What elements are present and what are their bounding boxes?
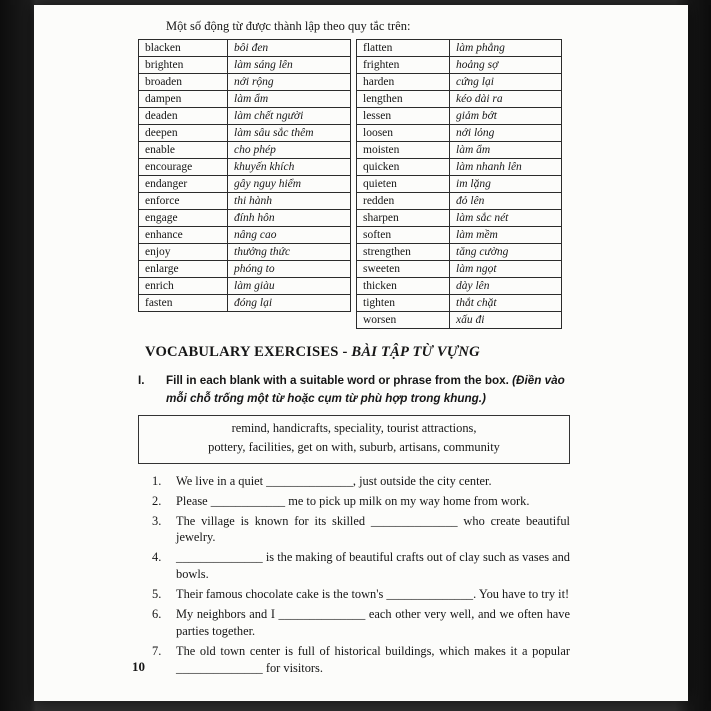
verb-cell: enforce (139, 193, 228, 210)
verb-cell: endanger (139, 176, 228, 193)
verb-cell: thicken (357, 278, 450, 295)
exercise-item-text: We live in a quiet ______________, just outside the city center. (176, 473, 492, 488)
verb-row (357, 40, 562, 57)
verb-row (139, 295, 351, 312)
verb-row (357, 91, 562, 108)
verb-cell: deaden (139, 108, 228, 125)
meaning-cell: thắt chặt (450, 295, 562, 312)
verb-row (139, 261, 351, 278)
verb-row (139, 159, 351, 176)
verb-row (139, 74, 351, 91)
verb-cell: lengthen (357, 91, 450, 108)
verb-table-right-body (357, 40, 562, 329)
meaning-cell: đóng lại (228, 295, 351, 312)
meaning-cell: làm sâu sắc thêm (228, 125, 351, 142)
exercise-item (138, 643, 570, 676)
exercise-instruction (138, 372, 570, 407)
exercise-list (138, 473, 570, 677)
verb-cell: engage (139, 210, 228, 227)
meaning-cell: tăng cường (450, 244, 562, 261)
meaning-cell: làm ẩm (228, 91, 351, 108)
exercise-item-number: 2. (152, 493, 162, 508)
meaning-cell: dày lên (450, 278, 562, 295)
meaning-cell: xấu đi (450, 312, 562, 329)
verb-cell: enjoy (139, 244, 228, 261)
meaning-cell: làm sáng lên (228, 57, 351, 74)
verb-cell: moisten (357, 142, 450, 159)
meaning-cell: thưởng thức (228, 244, 351, 261)
verb-cell: fasten (139, 295, 228, 312)
meaning-cell: làm phẳng (450, 40, 562, 57)
exercise-item-text: The old town center is full of historical buildings, which makes it a popular ______________ for visitors. (176, 644, 570, 675)
exercise-item-number: 5. (152, 587, 162, 602)
verb-row (357, 261, 562, 278)
meaning-cell: im lặng (450, 176, 562, 193)
verb-cell: blacken (139, 40, 228, 57)
word-box (138, 415, 570, 463)
meaning-cell: làm giàu (228, 278, 351, 295)
meaning-cell: làm chết người (228, 108, 351, 125)
page-number: 10 (132, 659, 145, 674)
verb-row (357, 176, 562, 193)
meaning-cell: cứng lại (450, 74, 562, 91)
verb-row (139, 193, 351, 210)
meaning-cell: kéo dài ra (450, 91, 562, 108)
verb-row (357, 227, 562, 244)
verb-cell: frighten (357, 57, 450, 74)
verb-row (139, 91, 351, 108)
verb-cell: encourage (139, 159, 228, 176)
word-box-line-1: remind, handicrafts, speciality, tourist attractions, (231, 421, 477, 436)
verb-row (357, 244, 562, 261)
exercise-item-text: The village is known for its skilled ______________ who create beautiful jewelry. (176, 513, 570, 545)
meaning-cell: làm mềm (450, 227, 562, 244)
verb-cell: enlarge (139, 261, 228, 278)
exercise-item-text: Their famous chocolate cake is the town's ______________. You have to try it! (176, 587, 570, 602)
verb-row (139, 57, 351, 74)
instruction-en: Fill in each blank with a suitable word or phrase from the box. (166, 374, 513, 387)
meaning-cell: làm ngọt (450, 261, 562, 278)
verb-row (139, 40, 351, 57)
verb-cell: redden (357, 193, 450, 210)
meaning-cell: nới rộng (228, 74, 351, 91)
meaning-cell: bôi đen (228, 40, 351, 57)
verb-cell: enrich (139, 278, 228, 295)
exercise-item-number: 6. (152, 607, 162, 622)
meaning-cell: hoảng sợ (450, 57, 562, 74)
exercise-number: I. (138, 374, 145, 387)
verb-cell: deepen (139, 125, 228, 142)
verb-row (357, 193, 562, 210)
verb-cell: tighten (357, 295, 450, 312)
verb-row (357, 142, 562, 159)
meaning-cell: khuyến khích (228, 159, 351, 176)
page-content (138, 19, 570, 680)
verb-row (357, 108, 562, 125)
verb-row (357, 312, 562, 329)
verb-row (139, 125, 351, 142)
exercise-item-text: Please ____________ me to pick up milk on my way home from work. (176, 493, 530, 508)
exercise-item (138, 606, 570, 639)
verb-cell: soften (357, 227, 450, 244)
verb-row (357, 278, 562, 295)
section-title-vi: BÀI TẬP TỪ VỰNG (351, 344, 480, 360)
verb-table-left (138, 39, 351, 312)
meaning-cell: làm sắc nét (450, 210, 562, 227)
exercise-item-number: 7. (152, 644, 162, 659)
section-title-en: VOCABULARY EXERCISES - (145, 344, 352, 360)
meaning-cell: phóng to (228, 261, 351, 278)
verb-cell: strengthen (357, 244, 450, 261)
word-box-line-2: pottery, facilities, get on with, suburb, artisans, community (208, 440, 500, 455)
meaning-cell: đỏ lên (450, 193, 562, 210)
verb-cell: enhance (139, 227, 228, 244)
verb-cell: loosen (357, 125, 450, 142)
exercise-item (138, 473, 570, 490)
verb-row (357, 125, 562, 142)
verb-row (139, 142, 351, 159)
meaning-cell: giảm bớt (450, 108, 562, 125)
verb-tables (138, 39, 570, 329)
verb-row (139, 278, 351, 295)
verb-row (139, 210, 351, 227)
exercise-item (138, 549, 570, 582)
verb-row (139, 108, 351, 125)
verb-cell: lessen (357, 108, 450, 125)
exercise-item-text: ______________ is the making of beautiful crafts out of clay such as vases and bowls. (176, 550, 571, 582)
exercise-item-text: My neighbors and I ______________ each other very well, and we often have parties together. (176, 607, 570, 638)
exercise-item (138, 513, 570, 546)
verb-row (139, 244, 351, 261)
verb-cell: enable (139, 142, 228, 159)
verb-table-right (356, 39, 562, 329)
verb-cell: sweeten (357, 261, 450, 278)
verb-cell: flatten (357, 40, 450, 57)
verb-cell: quicken (357, 159, 450, 176)
verb-row (357, 159, 562, 176)
intro-text: Một số động từ được thành lập theo quy tắc trên: (166, 19, 411, 33)
exercise-item-number: 1. (152, 473, 162, 488)
verb-cell: brighten (139, 57, 228, 74)
meaning-cell: cho phép (228, 142, 351, 159)
verb-cell: sharpen (357, 210, 450, 227)
exercise-item-number: 4. (152, 550, 162, 565)
verb-table-left-body (139, 40, 351, 312)
verb-cell: worsen (357, 312, 450, 329)
meaning-cell: thi hành (228, 193, 351, 210)
instruction-text (166, 372, 570, 407)
meaning-cell: gây nguy hiểm (228, 176, 351, 193)
exercise-item-number: 3. (152, 513, 162, 528)
verb-cell: dampen (139, 91, 228, 108)
meaning-cell: nới lỏng (450, 125, 562, 142)
section-title (145, 344, 570, 361)
meaning-cell: nâng cao (228, 227, 351, 244)
verb-row (139, 176, 351, 193)
verb-cell: harden (357, 74, 450, 91)
verb-row (357, 295, 562, 312)
instruction-vi: (Điền vào mỗi chỗ trống một từ hoặc cụm từ phù hợp trong khung.) (166, 374, 565, 405)
exercise-item (138, 493, 570, 510)
verb-cell: broaden (139, 74, 228, 91)
meaning-cell: làm ẩm (450, 142, 562, 159)
meaning-cell: làm nhanh lên (450, 159, 562, 176)
meaning-cell: đính hôn (228, 210, 351, 227)
verb-row (357, 210, 562, 227)
verb-row (139, 227, 351, 244)
verb-row (357, 57, 562, 74)
verb-row (357, 74, 562, 91)
exercise-item (138, 586, 570, 603)
book-page (34, 5, 688, 701)
verb-cell: quieten (357, 176, 450, 193)
